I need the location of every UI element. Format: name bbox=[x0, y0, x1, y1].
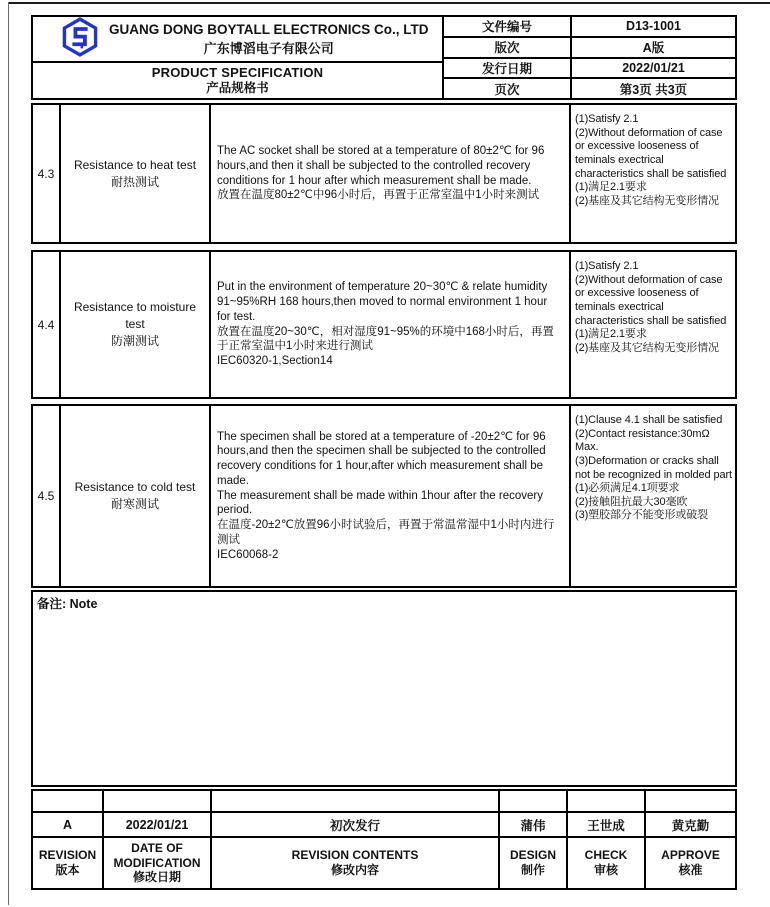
revision-design-name: 蒲伟 bbox=[500, 813, 568, 836]
test-requirement-cell bbox=[571, 406, 735, 586]
requirement-paragraph: (1)Satisfy 2.1 bbox=[575, 113, 639, 125]
test-name-cell bbox=[61, 406, 211, 586]
scan-top-edge-line bbox=[8, 2, 770, 4]
issue-date-label: 发行日期 bbox=[444, 59, 572, 78]
test-name-cn: 耐热测试 bbox=[110, 174, 159, 189]
header-text: 修改内容 bbox=[330, 863, 379, 877]
method-paragraph: 放置在温度20~30℃，相对湿度91~95%的环境中168小时后，再置于正常室温中1小时来进行测试 bbox=[217, 325, 554, 353]
revision-header-approve bbox=[646, 838, 735, 888]
scan-left-edge-line bbox=[8, 2, 9, 905]
requirement-paragraph: (2)Without deformation of case or excessive looseness of teminals exectrical characteristics shall be satisfied bbox=[575, 273, 727, 327]
revision-cell bbox=[104, 791, 212, 811]
page-value: 第3页 共3页 bbox=[619, 82, 688, 97]
test-item-number: 4.3 bbox=[33, 105, 61, 242]
revision-letter: A bbox=[33, 813, 104, 836]
header-text: CHECK bbox=[584, 848, 628, 863]
test-method-cell bbox=[211, 406, 571, 586]
meta-row-version bbox=[444, 38, 735, 59]
company-logo-icon bbox=[61, 17, 99, 62]
revision-approve-name: 黄克勤 bbox=[671, 818, 710, 833]
header-text: 修改日期 bbox=[132, 870, 181, 885]
method-paragraph: IEC60320-1,Section14 bbox=[217, 354, 333, 367]
method-paragraph: The AC socket shall be stored at a temperature of 80±2℃ for 96 hours,and then it shall be subjected to the controlled recovery conditions for 1 hour after which measurement shall be made. bbox=[217, 145, 545, 187]
requirement-paragraph: (1)满足2.1要求 bbox=[575, 181, 647, 194]
method-paragraph: Put in the environment of temperature 20~30℃ & relate humidity 91~95%RH 168 hours,then moved to normal environment 1 hour for test. bbox=[217, 281, 548, 323]
requirement-paragraph: (2)接触阻抗最大30毫欧 bbox=[575, 495, 688, 508]
revision-header-design bbox=[500, 838, 568, 888]
revision-cell bbox=[568, 791, 646, 811]
test-name-cell bbox=[61, 105, 211, 242]
header-text: MODIFICATION bbox=[113, 855, 201, 870]
requirement-paragraph: (3)塑胶部分不能变形或破裂 bbox=[575, 509, 709, 522]
requirement-paragraph: (2)Contact resistance:30mΩ Max. bbox=[575, 427, 710, 454]
company-name-cn: 广东博滔电子有限公司 bbox=[203, 40, 334, 56]
test-method-cell bbox=[211, 252, 571, 397]
requirement-paragraph: (1)Clause 4.1 shall be satisfied bbox=[575, 414, 723, 426]
test-name-en: Resistance to moisture test bbox=[73, 300, 197, 332]
document-title-en: PRODUCT SPECIFICATION bbox=[151, 64, 324, 80]
version-label: 版次 bbox=[444, 38, 572, 57]
version-value: A版 bbox=[642, 41, 665, 56]
note-box bbox=[31, 590, 737, 787]
document-title bbox=[33, 63, 442, 98]
test-row-cold bbox=[31, 404, 737, 588]
test-name-en: Resistance to heat test bbox=[73, 157, 197, 172]
test-method-cell bbox=[211, 105, 571, 242]
revision-cell bbox=[646, 791, 735, 811]
header-left-section bbox=[33, 17, 444, 98]
revision-header-date bbox=[104, 838, 212, 888]
header-text: DESIGN bbox=[509, 848, 556, 863]
header-text: 制作 bbox=[520, 863, 545, 877]
revision-data-row bbox=[33, 813, 735, 838]
revision-contents: 初次发行 bbox=[212, 813, 500, 836]
requirement-paragraph: (3)Deformation or cracks shall not be recognized in molded part bbox=[575, 454, 733, 481]
header-text: APPROVE bbox=[661, 848, 720, 863]
test-name-cn: 防潮测试 bbox=[110, 333, 159, 348]
page-label: 页次 bbox=[444, 79, 572, 98]
note-label: 备注: Note bbox=[37, 597, 98, 611]
test-item-number: 4.4 bbox=[33, 252, 61, 397]
requirement-paragraph: (2)基座及其它结构无变形情况 bbox=[575, 194, 719, 207]
header-text: DATE OF bbox=[131, 841, 183, 856]
meta-row-doc-number bbox=[444, 17, 735, 38]
revision-cell bbox=[212, 791, 500, 811]
company-name-en: GUANG DONG BOYTALL ELECTRONICS Co., LTD bbox=[109, 21, 429, 37]
meta-row-issue-date bbox=[444, 59, 735, 80]
requirement-paragraph: (1)Satisfy 2.1 bbox=[575, 260, 639, 272]
test-name-en: Resistance to cold test bbox=[74, 480, 196, 495]
issue-date-value: 2022/01/21 bbox=[622, 60, 685, 75]
test-row-moisture bbox=[31, 250, 737, 399]
revision-date: 2022/01/21 bbox=[104, 813, 212, 836]
revision-cell bbox=[500, 791, 568, 811]
header-meta-table bbox=[444, 17, 735, 98]
revision-cell bbox=[33, 791, 104, 811]
test-name-cn: 耐寒测试 bbox=[110, 497, 159, 511]
header-text: REVISION CONTENTS bbox=[291, 848, 419, 863]
header-text: 版本 bbox=[55, 863, 80, 877]
revision-header-check bbox=[568, 838, 646, 888]
doc-number-label: 文件编号 bbox=[444, 17, 572, 36]
test-name-cell bbox=[61, 252, 211, 397]
test-row-heat bbox=[31, 103, 737, 244]
method-paragraph: 放置在温度80±2℃中96小时后，再置于正常室温中1小时来测试 bbox=[217, 189, 540, 202]
test-requirement-cell bbox=[571, 252, 735, 397]
method-paragraph: The specimen shall be stored at a temperature of -20±2℃ for 96 hours,and then the specimen shall be subjected to the controlled recovery conditions for 1 hour,after which measurement shall be made. bbox=[217, 430, 546, 487]
test-requirement-cell bbox=[571, 105, 735, 242]
test-item-number: 4.5 bbox=[33, 406, 61, 586]
requirement-paragraph: (2)Without deformation of case or excessive looseness of teminals exectrical characteristics shall be satisfied bbox=[575, 126, 727, 180]
revision-check-name: 王世成 bbox=[568, 813, 646, 836]
header-text: 核准 bbox=[678, 863, 703, 877]
revision-empty-row bbox=[33, 791, 735, 813]
revision-header-revision bbox=[33, 838, 104, 888]
requirement-paragraph: (1)满足2.1要求 bbox=[575, 328, 647, 341]
company-row bbox=[33, 17, 442, 63]
method-paragraph: The measurement shall be made within 1hour after the recovery period. bbox=[217, 489, 543, 517]
doc-number-value: D13-1001 bbox=[626, 19, 681, 34]
company-name bbox=[109, 22, 447, 57]
document-header bbox=[31, 15, 737, 100]
header-text: REVISION bbox=[38, 848, 97, 863]
method-paragraph: IEC60068-2 bbox=[217, 548, 279, 561]
requirement-paragraph: (1)必须满足4.1项要求 bbox=[575, 482, 680, 495]
meta-row-page bbox=[444, 79, 735, 98]
requirement-paragraph: (2)基座及其它结构无变形情况 bbox=[575, 341, 719, 354]
document-title-cn: 产品规格书 bbox=[206, 80, 269, 95]
revision-header-contents bbox=[212, 838, 500, 888]
header-text: 审核 bbox=[593, 863, 618, 877]
method-paragraph: 在温度-20±2℃放置96小时试验后，再置于常温常湿中1小时内进行测试 bbox=[217, 519, 555, 546]
revision-table bbox=[31, 789, 737, 890]
revision-header-row bbox=[33, 838, 735, 888]
